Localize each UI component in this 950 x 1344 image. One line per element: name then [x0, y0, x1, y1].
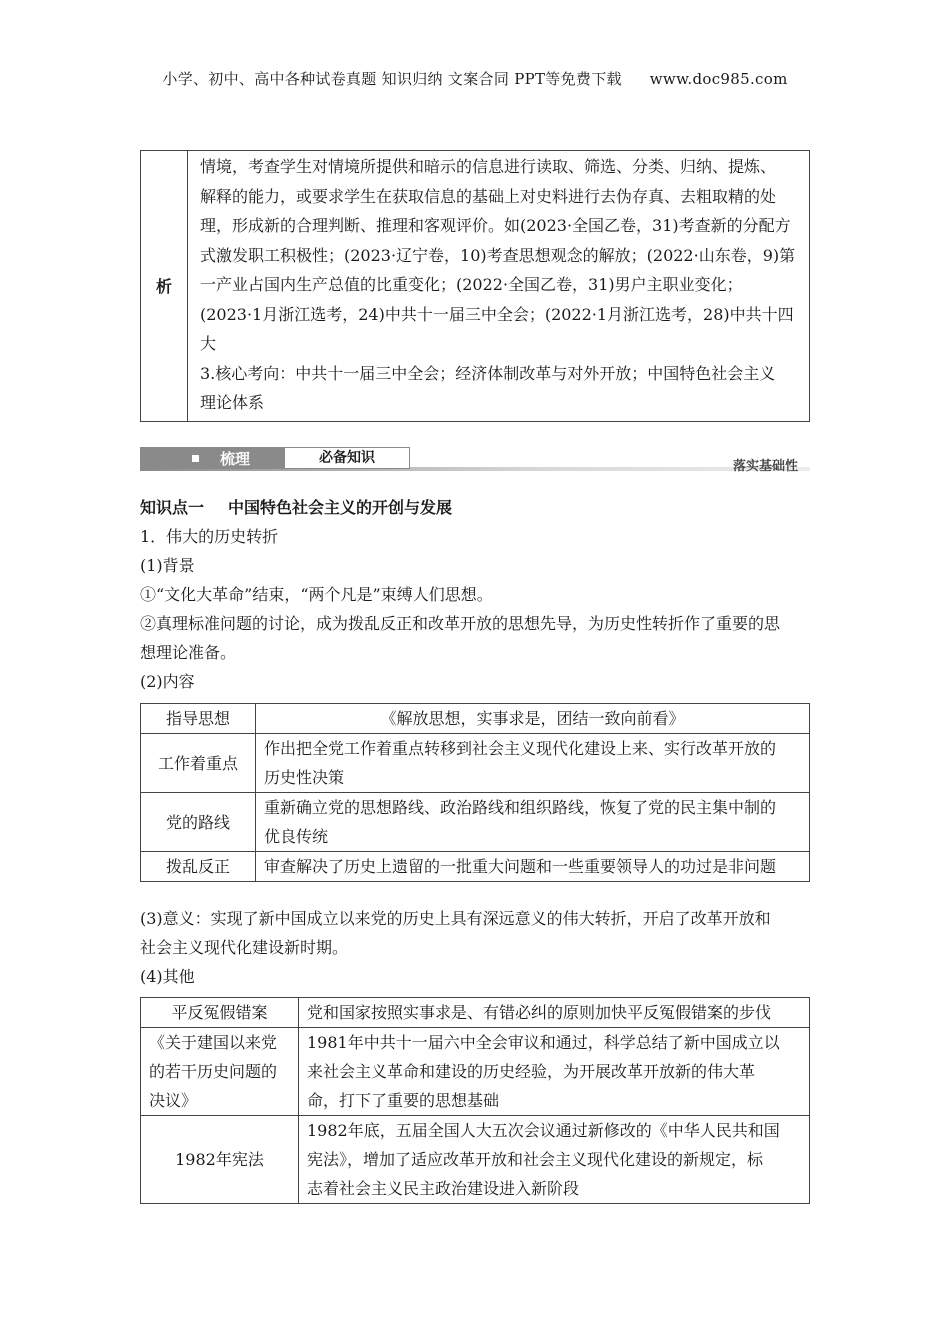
table-key-cell: 工作着重点: [141, 734, 256, 793]
paragraph-line: ②真理标准问题的讨论，成为拨乱反正和改革开放的思想先导，为历史性转折作了重要的思: [140, 614, 781, 633]
paragraph-line: 想理论准备。: [140, 643, 237, 662]
paragraph-block-2: [140, 904, 810, 991]
analysis-line: 大: [200, 334, 217, 353]
table-row: [141, 1028, 810, 1116]
paragraph-line: (4)其他: [140, 967, 195, 986]
cell-line: 《关于建国以来党: [149, 1033, 278, 1052]
paragraph-line: ①“文化大革命”结束，“两个凡是”束缚人们思想。: [140, 585, 493, 604]
cell-line: 重新确立党的思想路线、政治路线和组织路线，恢复了党的民主集中制的: [264, 798, 777, 817]
cell-line: 1981年中共十一届六中全会审议和通过，科学总结了新中国成立以: [307, 1033, 780, 1052]
content-table: [140, 703, 810, 882]
banner-tab: 必备知识: [284, 447, 410, 469]
table-value-cell: [299, 1028, 810, 1116]
cell-line: 1982年宪法: [175, 1150, 264, 1169]
table-row: [141, 852, 810, 882]
analysis-line: 理，形成新的合理判断、推理和客观评价。如(2023·全国乙卷，31)考查新的分配方: [200, 216, 791, 235]
analysis-label: 析: [141, 151, 188, 422]
cell-line: 志着社会主义民主政治建设进入新阶段: [307, 1179, 580, 1198]
square-bullet-icon: [192, 455, 199, 462]
paragraph-line: 社会主义现代化建设新时期。: [140, 938, 349, 957]
analysis-line: 式激发职工积极性；(2023·辽宁卷，10)考查思想观念的解放；(2022·山东卷，9)第: [200, 245, 796, 265]
section-title-a: 知识点一: [140, 498, 205, 517]
table-row: [141, 704, 810, 734]
table-row: [141, 998, 810, 1028]
header-text: 小学、初中、高中各种试卷真题 知识归纳 文案合同 PPT等免费下载: [162, 70, 622, 88]
analysis-line: 一产业占国内生产总值的比重变化；(2022·全国乙卷，31)男户主职业变化；: [200, 275, 743, 294]
paragraph-block-1: [140, 522, 810, 696]
table-value-cell: [256, 852, 810, 882]
paragraph-line: (3)意义：实现了新中国成立以来党的历史上具有深远意义的伟大转折，开启了改革开放和: [140, 909, 771, 928]
cell-line: 历史性决策: [264, 768, 345, 787]
paragraph-line: 1．伟大的历史转折: [140, 527, 279, 546]
cell-line: 党和国家按照实事求是、有错必纠的原则加快平反冤假错案的步伐: [307, 1003, 772, 1022]
table-value-cell: [256, 793, 810, 852]
paragraph-line: (2)内容: [140, 672, 195, 691]
cell-line: 宪法》，增加了适应改革开放和社会主义现代化建设的新规定，标: [307, 1150, 764, 1169]
analysis-line: 解释的能力，或要求学生在获取信息的基础上对史料进行去伪存真、去粗取精的处: [200, 186, 777, 206]
cell-line: 命，打下了重要的思想基础: [307, 1091, 500, 1110]
cell-line: 1982年底，五届全国人大五次会议通过新修改的《中华人民共和国: [307, 1121, 780, 1140]
table-value-cell: [299, 998, 810, 1028]
table-key-cell: 指导思想: [141, 704, 256, 734]
table-key-cell: [141, 1116, 299, 1204]
analysis-line: (2023·1月浙江选考，24)中共十一届三中全会；(2022·1月浙江选考，28)中共十四: [200, 304, 794, 324]
table-value-cell: [256, 704, 810, 734]
section-banner: [140, 447, 810, 473]
page-header: [0, 68, 950, 89]
header-url[interactable]: www.doc985.com: [649, 70, 788, 88]
table-key-cell: [141, 998, 299, 1028]
table-key-cell: [141, 1028, 299, 1116]
analysis-content: [188, 151, 810, 422]
table-key-cell: 党的路线: [141, 793, 256, 852]
section-title: [140, 493, 810, 522]
analysis-line: 3.核心考向：中共十一届三中全会；经济体制改革与对外开放；中国特色社会主义: [200, 363, 776, 383]
cell-line: 优良传统: [264, 827, 329, 846]
cell-line: 来社会主义革命和建设的历史经验，为开展改革开放新的伟大革: [307, 1062, 756, 1081]
analysis-table: [140, 150, 810, 422]
other-table: [140, 997, 810, 1204]
paragraph-line: (1)背景: [140, 556, 195, 575]
table-value-cell: [256, 734, 810, 793]
analysis-line: 理论体系: [200, 393, 265, 412]
cell-line: 平反冤假错案: [171, 1003, 268, 1022]
section-title-b: 中国特色社会主义的开创与发展: [228, 498, 453, 517]
table-row: [141, 793, 810, 852]
cell-line: 的若干历史问题的: [149, 1062, 278, 1081]
table-value-cell: [299, 1116, 810, 1204]
banner-right-label: 落实基础性: [732, 459, 798, 474]
cell-line: 决议》: [149, 1091, 198, 1110]
cell-line: 审查解决了历史上遗留的一批重大问题和一些重要领导人的功过是非问题: [264, 857, 777, 876]
analysis-line: 情境，考查学生对情境所提供和暗示的信息进行读取、筛选、分类、归纳、提炼、: [200, 157, 777, 176]
cell-line: 《解放思想，实事求是，团结一致向前看》: [380, 709, 685, 728]
table-row: [141, 734, 810, 793]
table-row: [141, 1116, 810, 1204]
banner-left-label: 梳理: [220, 450, 251, 468]
cell-line: 作出把全党工作着重点转移到社会主义现代化建设上来、实行改革开放的: [264, 739, 777, 758]
table-key-cell: 拨乱反正: [141, 852, 256, 882]
